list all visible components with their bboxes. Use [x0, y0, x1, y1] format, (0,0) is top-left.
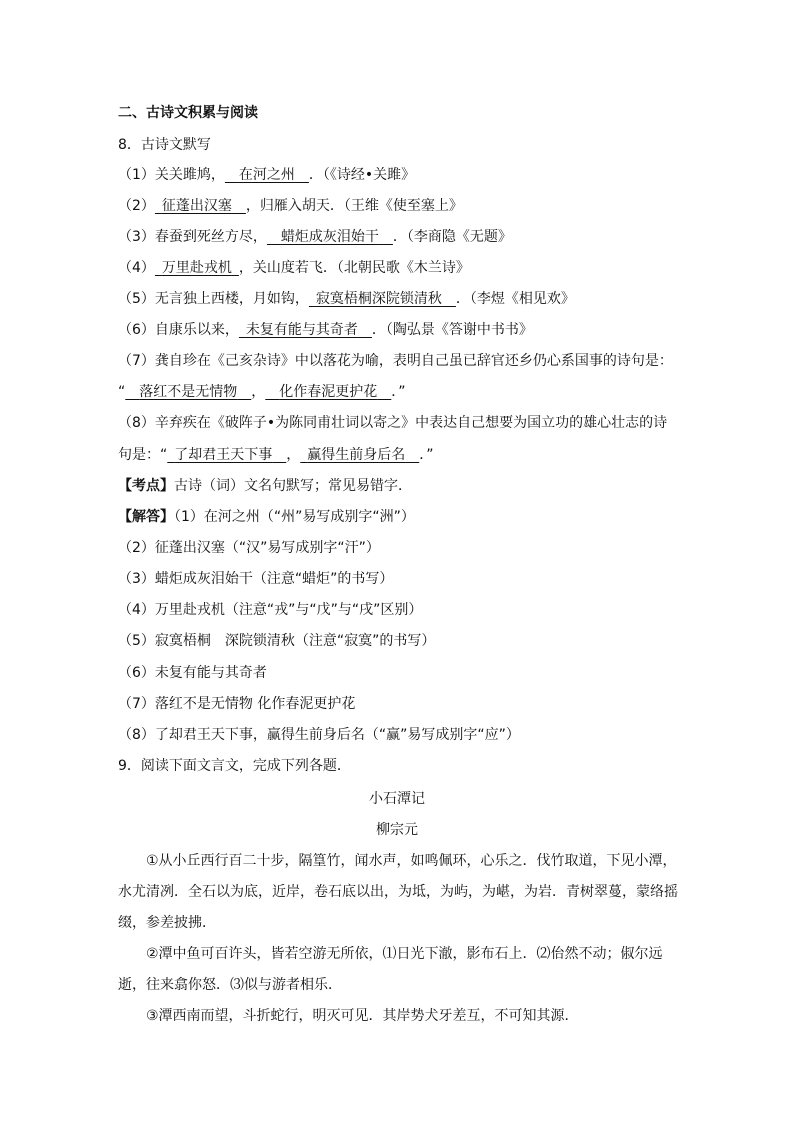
- q8-item-8-answer-1: 了却君王天下事: [174, 447, 273, 463]
- kaodian-label: 【考点】: [118, 478, 174, 494]
- answer-7: （7）落红不是无情物 化作春泥更护花: [118, 696, 356, 712]
- article-paragraph-1: ①从小丘西行百二十步，隔篁竹，闻水声，如鸣佩环，心乐之．伐竹取道，下见小潭，水尤清冽．全石以为底，近岸，卷石底以出，为坻，为屿，为嵁，为岩．青树翠蔓，蒙络摇缀，参差披拂．: [118, 853, 678, 931]
- q8-item-5: [118, 289, 575, 309]
- q8-item-6-source: ．（陶弘景《答谢中书书》: [371, 322, 533, 338]
- q8-item-5-prefix: （5）无言独上西楼，月如钩，: [118, 291, 309, 307]
- question-8-title: 8．古诗文默写: [118, 137, 211, 153]
- q8-item-4-prefix: （4）: [118, 260, 155, 276]
- q8-item-8-answer-line: 句是：“ 了却君王天下事 ， 赢得生前身后名 ．”: [118, 447, 434, 463]
- q8-item-7-answer-1: 落红不是无情物: [139, 384, 238, 400]
- q8-item-7-prompt: （7）龚自珍在《己亥杂诗》中以落花为喻，表明自己虽已辞官还乡仍心系国事的诗句是：: [118, 353, 673, 369]
- article-author: 柳宗元: [376, 822, 418, 838]
- q8-item-1-prefix: （1）关关雎鸠，: [118, 167, 225, 183]
- q8-item-2: [118, 196, 463, 216]
- q8-item-2-prefix: （2）: [118, 198, 155, 214]
- jieda-line: [118, 507, 415, 527]
- q8-item-8-prompt: （8）辛弃疾在《破阵子•为陈同甫壮词以寄之》中表达自己想要为国立功的雄心壮志的诗: [118, 415, 668, 431]
- kaodian-text: 古诗（词）文名句默写；常见易错字．: [174, 478, 412, 494]
- q8-item-4-answer: 万里赴戎机: [161, 260, 232, 276]
- answer-1: （1）在河之州（“州”易写成别字“洲”）: [174, 509, 415, 525]
- answer-8: （8）了却君王天下事，赢得生前身后名（“赢”易写成别字“应”）: [118, 727, 520, 743]
- q8-item-8-answer-2: 赢得生前身后名: [307, 447, 406, 463]
- q8-item-5-answer: 寂寞梧桐深院锁清秋: [315, 291, 442, 307]
- answer-5: （5）寂寞梧桐 深院锁清秋（注意“寂寞”的书写）: [118, 633, 436, 649]
- article-paragraph-2: ②潭中鱼可百许头，皆若空游无所依，⑴日光下澈，影布石上．⑵佁然不动；俶尔远逝，往来翕你怒．⑶似与游者相乐．: [118, 946, 663, 993]
- answer-6: （6）未复有能与其奇者: [118, 665, 267, 681]
- kaodian-line: [118, 476, 412, 496]
- q8-item-4: [118, 258, 470, 278]
- q8-item-2-source: ，归雁入胡天．（王维《使至塞上》: [245, 198, 463, 214]
- q8-item-1: [118, 165, 415, 185]
- q8-item-3: [118, 227, 512, 247]
- q8-item-3-answer: 蜡炬成灰泪始干: [280, 229, 379, 245]
- q8-item-6-answer: 未复有能与其奇者: [245, 322, 358, 338]
- q8-item-8-prefix: 句是：“: [118, 447, 168, 463]
- q8-item-1-answer: 在河之州: [238, 167, 295, 183]
- article-title: 小石潭记: [369, 791, 425, 807]
- q8-item-4-source: ，关山度若飞．（北朝民歌《木兰诗》: [238, 260, 470, 276]
- article-paragraph-3: ③潭西南而望，斗折蛇行，明灭可见．其岸势犬牙差互，不可知其源．: [146, 1008, 579, 1024]
- q8-item-3-source: ．（李商隐《无题》: [392, 229, 512, 245]
- q8-item-5-source: ．（李煜《相见欢》: [455, 291, 575, 307]
- q8-item-6-prefix: （6）自康乐以来，: [118, 322, 239, 338]
- answer-3: （3）蜡炬成灰泪始干（注意“蜡炬”的书写）: [118, 571, 394, 587]
- q8-item-7-answer-line: “ 落红不是无情物 ， 化作春泥更护花 ．”: [118, 384, 406, 400]
- q8-item-3-prefix: （3）春蚕到死丝方尽，: [118, 229, 267, 245]
- q8-item-7-answer-2: 化作春泥更护花: [279, 384, 378, 400]
- q8-item-2-answer: 征蓬出汉塞: [161, 198, 232, 214]
- answer-2: （2）征蓬出汉塞（“汉”易写成别字“汗”）: [118, 540, 380, 556]
- q8-item-6: [118, 320, 533, 340]
- section-title: 二、古诗文积累与阅读: [118, 105, 258, 121]
- q8-item-1-source: ．（《诗经•关雎》: [308, 167, 416, 183]
- answer-4: （4）万里赴戎机（注意“戎”与“戊”与“戌”区别）: [118, 602, 423, 618]
- jieda-label: 【解答】: [118, 509, 174, 525]
- question-9-title: 9．阅读下面文言文，完成下列各题．: [118, 758, 351, 774]
